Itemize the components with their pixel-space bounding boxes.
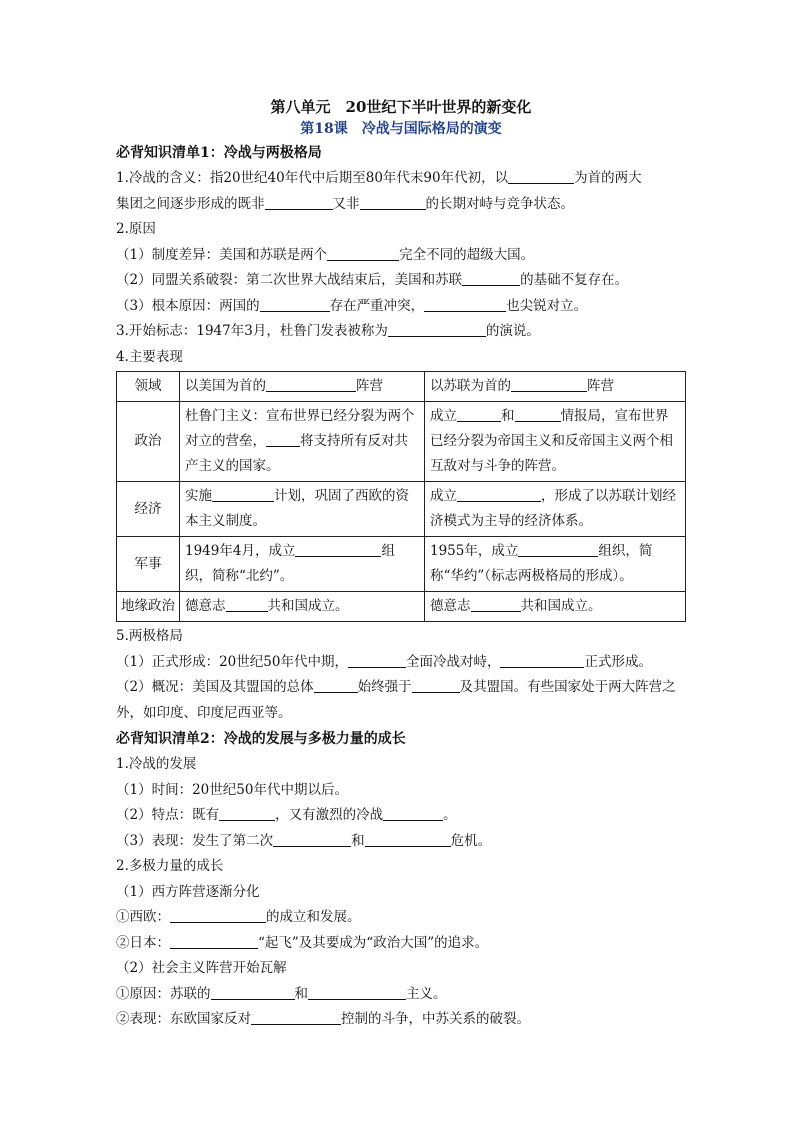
text: （1）正式形成：20世纪50年代中期， xyxy=(116,653,348,670)
blank-field[interactable] xyxy=(412,677,460,693)
text: ①西欧： xyxy=(116,909,170,925)
table-row xyxy=(117,482,686,537)
text: （1）制度差异：美国和苏联是两个 xyxy=(116,246,328,263)
blank-field[interactable] xyxy=(308,984,406,1000)
text: 阵营 xyxy=(587,378,614,394)
s2-p1-2 xyxy=(116,803,686,829)
cell-us-economy xyxy=(180,482,425,537)
s2-p1-1: （1）时间：20世纪50年代中期以后。 xyxy=(116,781,348,798)
text: “起飞”及其要成为“政治大国”的追求。 xyxy=(258,934,489,951)
cell-us-geopolitics xyxy=(180,592,425,622)
blank-field[interactable] xyxy=(457,406,501,422)
text: 将支持所有反对共产主义的国家。 xyxy=(185,433,408,474)
text: 始终强于 xyxy=(357,679,412,695)
p4-heading: 4.主要表现 xyxy=(116,348,183,365)
text: ②日本： xyxy=(116,934,170,951)
text: 以苏联为首的 xyxy=(430,378,511,394)
s2-p1-heading: 1.冷战的发展 xyxy=(116,756,197,772)
blank-field[interactable] xyxy=(348,652,406,668)
text: 共和国成立。 xyxy=(520,598,602,614)
table-row xyxy=(117,592,686,622)
text: 集团之间逐步形成的既非 xyxy=(116,195,265,212)
blank-field[interactable] xyxy=(295,541,381,557)
s2-p2-heading: 2.多极力量的成长 xyxy=(116,858,224,874)
blank-field[interactable] xyxy=(251,1009,341,1025)
cell-us-military xyxy=(180,537,425,592)
text: 以美国为首的 xyxy=(185,378,266,394)
comparison-table xyxy=(116,371,686,622)
text: 的成立和发展。 xyxy=(266,909,361,925)
row-label-military: 军事 xyxy=(117,537,180,592)
text: 和 xyxy=(351,832,365,849)
p2-1 xyxy=(116,243,686,269)
blank-field[interactable] xyxy=(314,677,358,693)
blank-field[interactable] xyxy=(226,596,268,612)
text: 1955年，成立 xyxy=(430,543,519,559)
text: 的演说。 xyxy=(485,323,540,339)
text: 也尖锐对立。 xyxy=(506,297,588,314)
blank-field[interactable] xyxy=(365,831,451,847)
text: （2）概况：美国及其盟国的总体 xyxy=(116,679,314,695)
row-label-economy: 经济 xyxy=(117,482,180,537)
text: 1.冷战的含义：指20世纪40年代中后期至80年代末90年代初，以 xyxy=(116,170,509,186)
s2-p2-2a xyxy=(116,982,686,1008)
p5-2 xyxy=(116,675,686,726)
text: ，形成了以苏联计划经济模式为主导的经济体系。 xyxy=(430,488,676,529)
p2-heading: 2.原因 xyxy=(116,221,156,237)
blank-field[interactable] xyxy=(511,376,587,392)
p3 xyxy=(116,319,686,345)
text: 控制的斗争，中苏关系的破裂。 xyxy=(341,1011,530,1027)
text: 的长期对峙与竞争状态。 xyxy=(425,195,574,212)
text: 德意志 xyxy=(185,598,226,614)
text: 和 xyxy=(294,985,308,1002)
p5-1 xyxy=(116,650,686,676)
s2-p2-2: （2）社会主义阵营开始瓦解 xyxy=(116,960,287,976)
worksheet-page xyxy=(116,96,686,1033)
row-label-geopolitics: 地缘政治 xyxy=(117,592,180,622)
text: （3）表现：发生了第二次 xyxy=(116,832,274,849)
blank-field[interactable] xyxy=(388,321,486,337)
blank-field[interactable] xyxy=(219,805,275,821)
unit-title: 第八单元 20世纪下半叶世界的新变化 xyxy=(270,98,532,116)
text: 计划，巩固了西欧的资本主义制度。 xyxy=(185,488,409,529)
text: 杜鲁门主义：宣布世界已经分裂为两个对立的营垒， xyxy=(185,408,415,449)
text: 危机。 xyxy=(450,832,492,849)
text: 组织，简称“北约”。 xyxy=(185,543,395,584)
header-us-camp xyxy=(180,372,425,402)
blank-field[interactable] xyxy=(515,406,561,422)
table-row xyxy=(117,402,686,482)
header-domain: 领域 xyxy=(117,372,180,402)
row-label-politics: 政治 xyxy=(117,402,180,482)
s2-p2-1: （1）西方阵营逐渐分化 xyxy=(116,883,260,900)
text: ①原因：苏联的 xyxy=(116,985,211,1002)
cell-ussr-military xyxy=(425,537,686,592)
text: （2）同盟关系破裂：第二次世界大战结束后，美国和苏联 xyxy=(116,272,463,288)
text: ②表现：东欧国家反对 xyxy=(116,1011,251,1027)
text: 的基础不复存在。 xyxy=(520,272,629,288)
blank-field[interactable] xyxy=(170,907,266,923)
table-row xyxy=(117,537,686,592)
text: 阵营 xyxy=(356,378,383,394)
text: 为首的两大 xyxy=(574,170,642,186)
blank-field[interactable] xyxy=(212,486,274,502)
s2-p2-1a xyxy=(116,905,686,931)
blank-field[interactable] xyxy=(500,652,584,668)
text: 成立 xyxy=(430,488,457,504)
text: 实施 xyxy=(185,488,212,504)
cell-ussr-economy xyxy=(425,482,686,537)
cell-us-politics xyxy=(180,402,425,482)
blank-field[interactable] xyxy=(265,194,333,210)
blank-field[interactable] xyxy=(260,296,330,312)
blank-field[interactable] xyxy=(462,270,520,286)
s2-p2-2b xyxy=(116,1007,686,1033)
text: ，又有激烈的冷战 xyxy=(275,807,384,823)
blank-field[interactable] xyxy=(360,194,426,210)
blank-field[interactable] xyxy=(518,541,598,557)
p1-line1 xyxy=(116,166,686,192)
blank-field[interactable] xyxy=(457,486,541,502)
p2-2 xyxy=(116,268,686,294)
blank-field[interactable] xyxy=(266,376,356,392)
text: 3.开始标志：1947年3月，杜鲁门发表被称为 xyxy=(116,323,388,339)
section2-heading: 必背知识清单2：冷战的发展与多极力量的成长 xyxy=(116,731,406,747)
blank-field[interactable] xyxy=(170,933,258,949)
text: 完全不同的超级大国。 xyxy=(399,246,535,263)
blank-field[interactable] xyxy=(383,805,443,821)
text: 存在严重冲突， xyxy=(329,297,425,314)
text: （2）特点：既有 xyxy=(116,807,220,823)
blank-field[interactable] xyxy=(273,831,351,847)
text: 主义。 xyxy=(406,985,447,1002)
text: 成立 xyxy=(430,408,457,424)
text: 情报局，宣布世界已经分裂为帝国主义和反帝国主义两个相互敌对与斗争的阵营。 xyxy=(430,408,673,474)
blank-field[interactable] xyxy=(508,168,574,184)
blank-field[interactable] xyxy=(471,596,521,612)
text: 和 xyxy=(501,408,515,424)
p2-3 xyxy=(116,294,686,320)
text: 组织，简称“华约”（标志两极格局的形成）。 xyxy=(430,543,653,584)
text: 1949年4月，成立 xyxy=(185,543,296,559)
section1-heading: 必背知识清单1：冷战与两极格局 xyxy=(116,145,322,161)
cell-ussr-geopolitics xyxy=(425,592,686,622)
p1-line2 xyxy=(116,192,686,218)
cell-ussr-politics xyxy=(425,402,686,482)
p5-heading: 5.两极格局 xyxy=(116,628,183,644)
text: 共和国成立。 xyxy=(267,598,349,614)
text: （3）根本原因：两国的 xyxy=(116,297,260,314)
blank-field[interactable] xyxy=(424,296,506,312)
table-header-row xyxy=(117,372,686,402)
text: 全面冷战对峙， xyxy=(405,653,501,670)
s2-p1-3 xyxy=(116,829,686,855)
lesson-title: 第18课 冷战与国际格局的演变 xyxy=(300,121,502,137)
text: 。 xyxy=(443,807,457,823)
blank-field[interactable] xyxy=(266,431,300,447)
text: 及其盟国。有些国家处于两大阵营之外，如印度、印度尼西亚等。 xyxy=(116,679,676,721)
text: 正式形成。 xyxy=(584,653,652,670)
text: 德意志 xyxy=(430,598,471,614)
blank-field[interactable] xyxy=(211,984,295,1000)
header-ussr-camp xyxy=(425,372,686,402)
text: 又非 xyxy=(332,195,360,212)
blank-field[interactable] xyxy=(327,245,399,261)
s2-p2-1b xyxy=(116,931,686,957)
